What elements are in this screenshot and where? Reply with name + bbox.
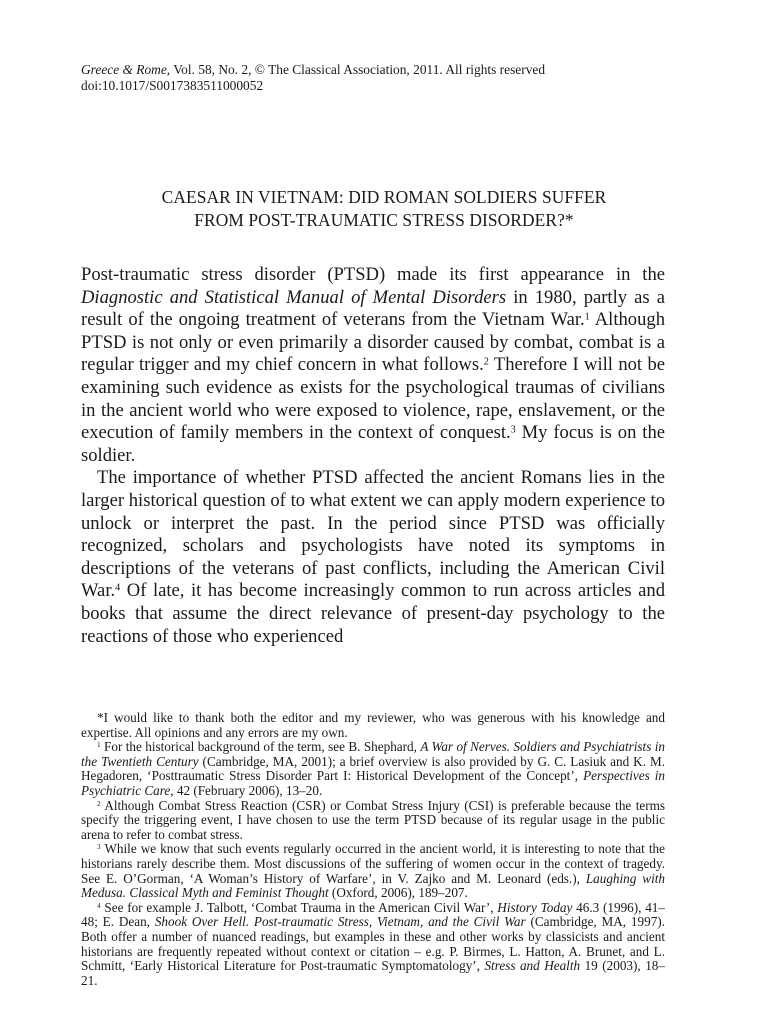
footnote-1: $^1$ For the historical background of the term, see B. Shephard, A War of Nerves. Soldiers and Psychiatrists in the Twentieth Century (Cambridge, MA, 2001); a brief overview is also provided by G. C. Lasiuk and K. M. Hegadoren, ‘Posttraumatic Stress Disorder Part I: Historical Development of the Concept’, Perspectives in Psychiatric Care, 42 (February 2006), 13–20. — [81, 739, 666, 798]
doi-line: doi:10.1017/S0017383511000052 — [81, 78, 264, 93]
title-line-1: CAESAR IN VIETNAM: DID ROMAN SOLDIERS SUFFER — [161, 187, 607, 207]
article-body — [81, 264, 665, 648]
journal-name: Greece & Rome — [81, 62, 167, 77]
footnote-star: *I would like to thank both the editor and my reviewer, who was generous with his knowledge and expertise. All opinions and any errors are my own. — [81, 710, 665, 740]
citation-line — [81, 62, 691, 78]
footnote-number: 4 — [97, 901, 101, 910]
manual-title: Diagnostic and Statistical Manual of Mental Disorders — [81, 286, 507, 308]
body-paragraph-2: The importance of whether PTSD affected the ancient Romans lies in the larger historical question of to what extent we can apply modern experience to unlock or interpret the past. In the period since PTSD was officially recognized, scholars and psychologists have noted its symptoms in descriptions of the veterans of past conflicts, including the American Civil War.$^4$ Of late, it has become increasingly common to run across articles and books that assume the direct relevance of present-day psychology to the reactions of those who experienced — [81, 467, 665, 647]
journal-header — [81, 62, 691, 94]
footnote-number: 2 — [97, 799, 101, 808]
footnote-4: $^4$ See for example J. Talbott, ‘Combat Trauma in the American Civil War’, History Today 46.3 (1996), 41–48; E. Dean, Shook Over Hell. Post-traumatic Stress, Vietnam, and the Civil War (Cambridge, MA, 1997). Both offer a number of nuanced readings, but examples in these and other works by classicists and ancient historians are frequently repeated without context or citation – e.g. P. Birmes, L. Hatton, A. Brunet, and L. Schmitt, ‘Early Historical Literature for Post-traumatic Symptomatology’, Stress and Health 19 (2003), 18–21. — [81, 899, 665, 988]
footnote-3: $^3$ While we know that such events regularly occurred in the ancient world, it is interesting to note that the historians rarely describe them. Most discussions of the suffering of women occur in the context of tragedy. See E. O’Gorman, ‘A Woman’s History of Warfare’, in V. Zajko and M. Leonard (eds.), Laughing with Medusa. Classical Myth and Feminist Thought (Oxford, 2006), 189–207. — [81, 841, 665, 901]
footnote-ref-1: 1 — [584, 311, 590, 323]
body-paragraph-1: Post-traumatic stress disorder (PTSD) made its first appearance in the Diagnostic and Statistical Manual of Mental Disorders in 1980, partly as a result of the ongoing treatment of veterans from the Vietnam War.$^1$ Although PTSD is not only or even primarily a disorder caused by combat, combat is a regular trigger and my chief concern in what follows.$^2$ Therefore I will not be examining such evidence as exists for the psychological traumas of civilians in the ancient world who were exposed to violence, rape, enslavement, or the execution of family members in the context of conquest.$^3$ My focus is on the soldier. — [81, 264, 665, 466]
citation-details: , Vol. 58, No. 2, © The Classical Association, 2011. All rights reserved — [166, 62, 546, 77]
footnote-number: 3 — [97, 843, 101, 852]
footnote-ref-3: 3 — [510, 424, 516, 436]
title-line-2: FROM POST-TRAUMATIC STRESS DISORDER?* — [194, 210, 574, 230]
footnote-2: $^2$ Although Combat Stress Reaction (CSR) or Combat Stress Injury (CSI) is preferable because the terms specify the triggering event, I have chosen to use the term PTSD because of its regular usage in the public arena to refer to combat stress. — [81, 797, 665, 842]
article-title — [81, 186, 687, 232]
footnote-number: 1 — [97, 741, 101, 750]
footnote-ref-2: 2 — [483, 356, 489, 368]
footnotes — [81, 711, 665, 988]
title-footnote-mark: * — [564, 210, 574, 230]
footnote-star-mark: * — [97, 710, 104, 725]
footnote-ref-4: 4 — [115, 582, 121, 594]
